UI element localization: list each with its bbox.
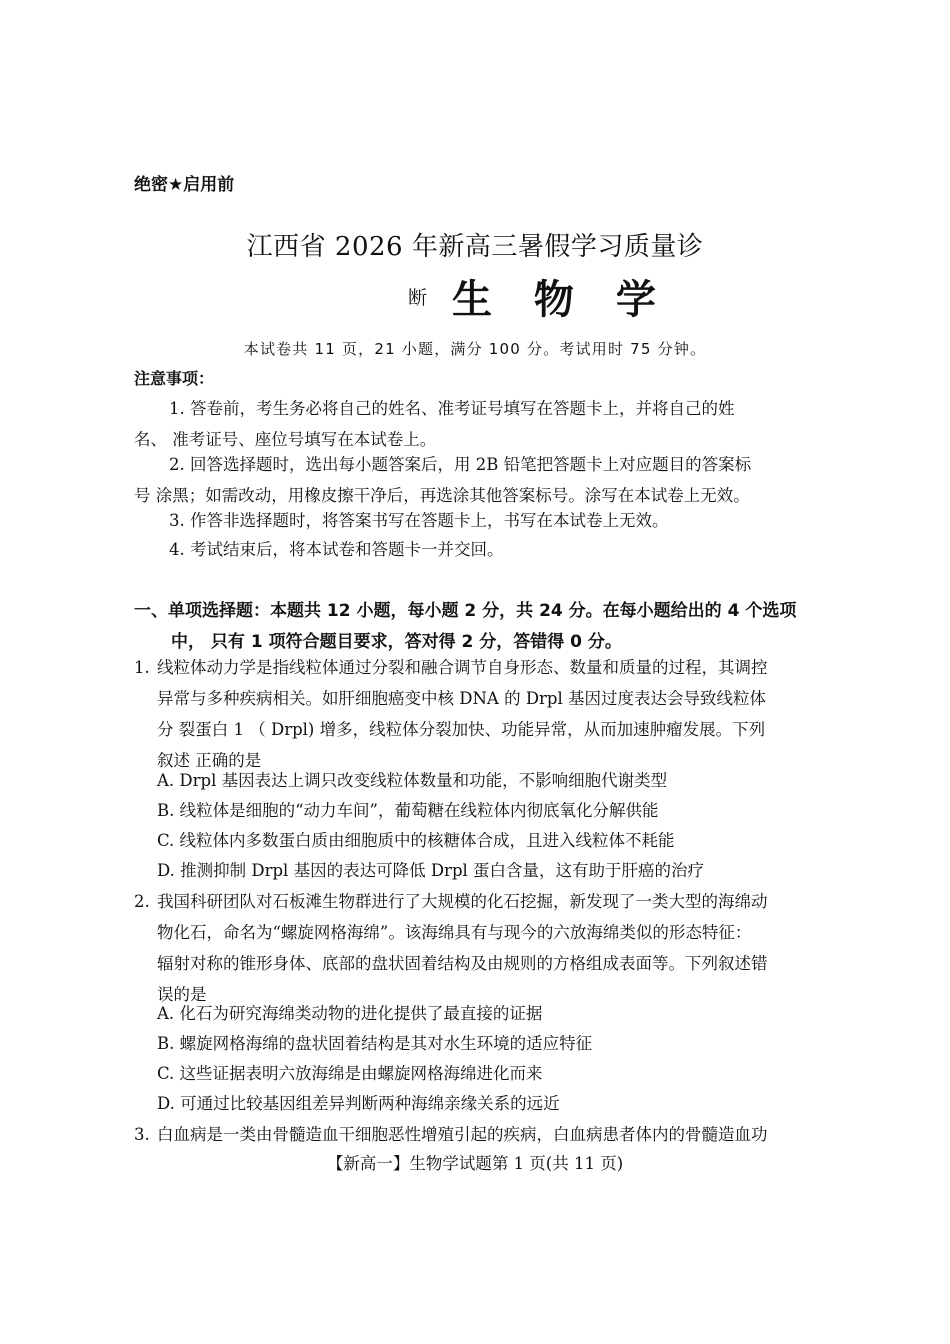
stem-line: 线粒体动力学是指线粒体通过分裂和融合调节自身形态、数量和质量的过程，其调控 <box>157 658 768 677</box>
q2-option-b: B. 螺旋网格海绵的盘状固着结构是其对水生环境的适应特征 <box>157 1034 593 1053</box>
notice-item-3 <box>134 505 842 536</box>
q1-option-b: B. 线粒体是细胞的“动力车间”，葡萄糖在线粒体内彻底氧化分解供能 <box>157 801 659 820</box>
question-number: 1. <box>134 658 150 677</box>
q2-option-d: D. 可通过比较基因组差异判断两种海绵亲缘关系的远近 <box>157 1094 560 1113</box>
notice-item-3-line1: 3. 作答非选择题时，将答案书写在答题卡上，书写在本试卷上无效。 <box>169 511 669 530</box>
notice-item-2 <box>134 449 842 511</box>
q2-option-a: A. 化石为研究海绵类动物的进化提供了最直接的证据 <box>157 1004 543 1023</box>
notice-item-1-line2: 名、 准考证号、座位号填写在本试卷上。 <box>134 430 437 449</box>
notice-item-2-line2: 号 涂黑；如需改动，用橡皮擦干净后，再选涂其他答案标号。涂写在本试卷上无效。 <box>134 486 750 505</box>
stem-line: 辐射对称的锥形身体、底部的盘状固着结构及由规则的方格组成表面等。下列叙述错 <box>157 954 768 973</box>
question-3 <box>134 1119 846 1150</box>
notice-item-2-line1: 2. 回答选择题时，选出每小题答案后，用 2B 铅笔把答题卡上对应题目的答案标 <box>169 455 752 474</box>
question-stem <box>157 652 846 776</box>
question-1 <box>134 652 846 776</box>
stem-line: 异常与多种疾病相关。如肝细胞癌变中核 DNA 的 Drpl 基因过度表达会导致线粒体 <box>157 689 767 708</box>
notice-heading: 注意事项： <box>134 369 215 388</box>
question-stem <box>157 886 846 1010</box>
page-footer: 【新高一】生物学试题第 1 页(共 11 页) <box>326 1154 624 1173</box>
notice-item-4-line1: 4. 考试结束后，将本试卷和答题卡一并交回。 <box>169 540 504 559</box>
section-heading-line2: 中， 只有 1 项符合题目要求，答对得 2 分，答错得 0 分。 <box>171 632 622 652</box>
stem-line: 分 裂蛋白 1 （ Drpl) 增多，线粒体分裂加快、功能异常，从而加速肿瘤发展。下列 <box>157 720 766 739</box>
notice-item-4 <box>134 534 842 565</box>
q1-option-a: A. Drpl 基因表达上调只改变线粒体数量和功能，不影响细胞代谢类型 <box>157 771 668 790</box>
confidential-label: 绝密★启用前 <box>134 175 235 195</box>
q2-option-c: C. 这些证据表明六放海绵是由螺旋网格海绵进化而来 <box>157 1064 543 1083</box>
subject-title: 生 物 学 <box>452 277 670 323</box>
question-number: 3. <box>134 1125 150 1144</box>
stem-line: 物化石，命名为“螺旋网格海绵”。该海绵具有与现今的六放海绵类似的形态特征： <box>157 923 752 942</box>
question-stem <box>157 1119 846 1150</box>
section-heading-line1: 一、单项选择题：本题共 12 小题，每小题 2 分，共 24 分。在每小题给出的 4 个选项 <box>134 601 797 621</box>
exam-title-line1: 江西省 2026 年新高三暑假学习质量诊 <box>246 232 704 262</box>
q1-option-c: C. 线粒体内多数蛋白质由细胞质中的核糖体合成，且进入线粒体不耗能 <box>157 831 675 850</box>
notice-item-1-line1: 1. 答卷前，考生务必将自己的姓名、准考证号填写在答题卡上，并将自己的姓 <box>169 399 735 418</box>
stem-line: 我国科研团队对石板滩生物群进行了大规模的化石挖掘，新发现了一类大型的海绵动 <box>157 892 768 911</box>
section-heading <box>134 596 846 658</box>
question-2 <box>134 886 846 1010</box>
question-number: 2. <box>134 892 150 911</box>
stem-line: 叙述 正确的是 <box>157 751 262 770</box>
q1-option-d: D. 推测抑制 Drpl 基因的表达可降低 Drpl 蛋白含量，这有助于肝癌的治疗 <box>157 861 705 880</box>
stem-line: 误的是 <box>157 985 207 1004</box>
exam-title-line2-prefix: 断 <box>408 287 428 309</box>
exam-info: 本试卷共 11 页，21 小题，满分 100 分。考试用时 75 分钟。 <box>243 340 707 358</box>
notice-item-1 <box>134 393 842 455</box>
stem-line: 白血病是一类由骨髓造血干细胞恶性增殖引起的疾病，白血病患者体内的骨髓造血功 <box>157 1125 768 1144</box>
